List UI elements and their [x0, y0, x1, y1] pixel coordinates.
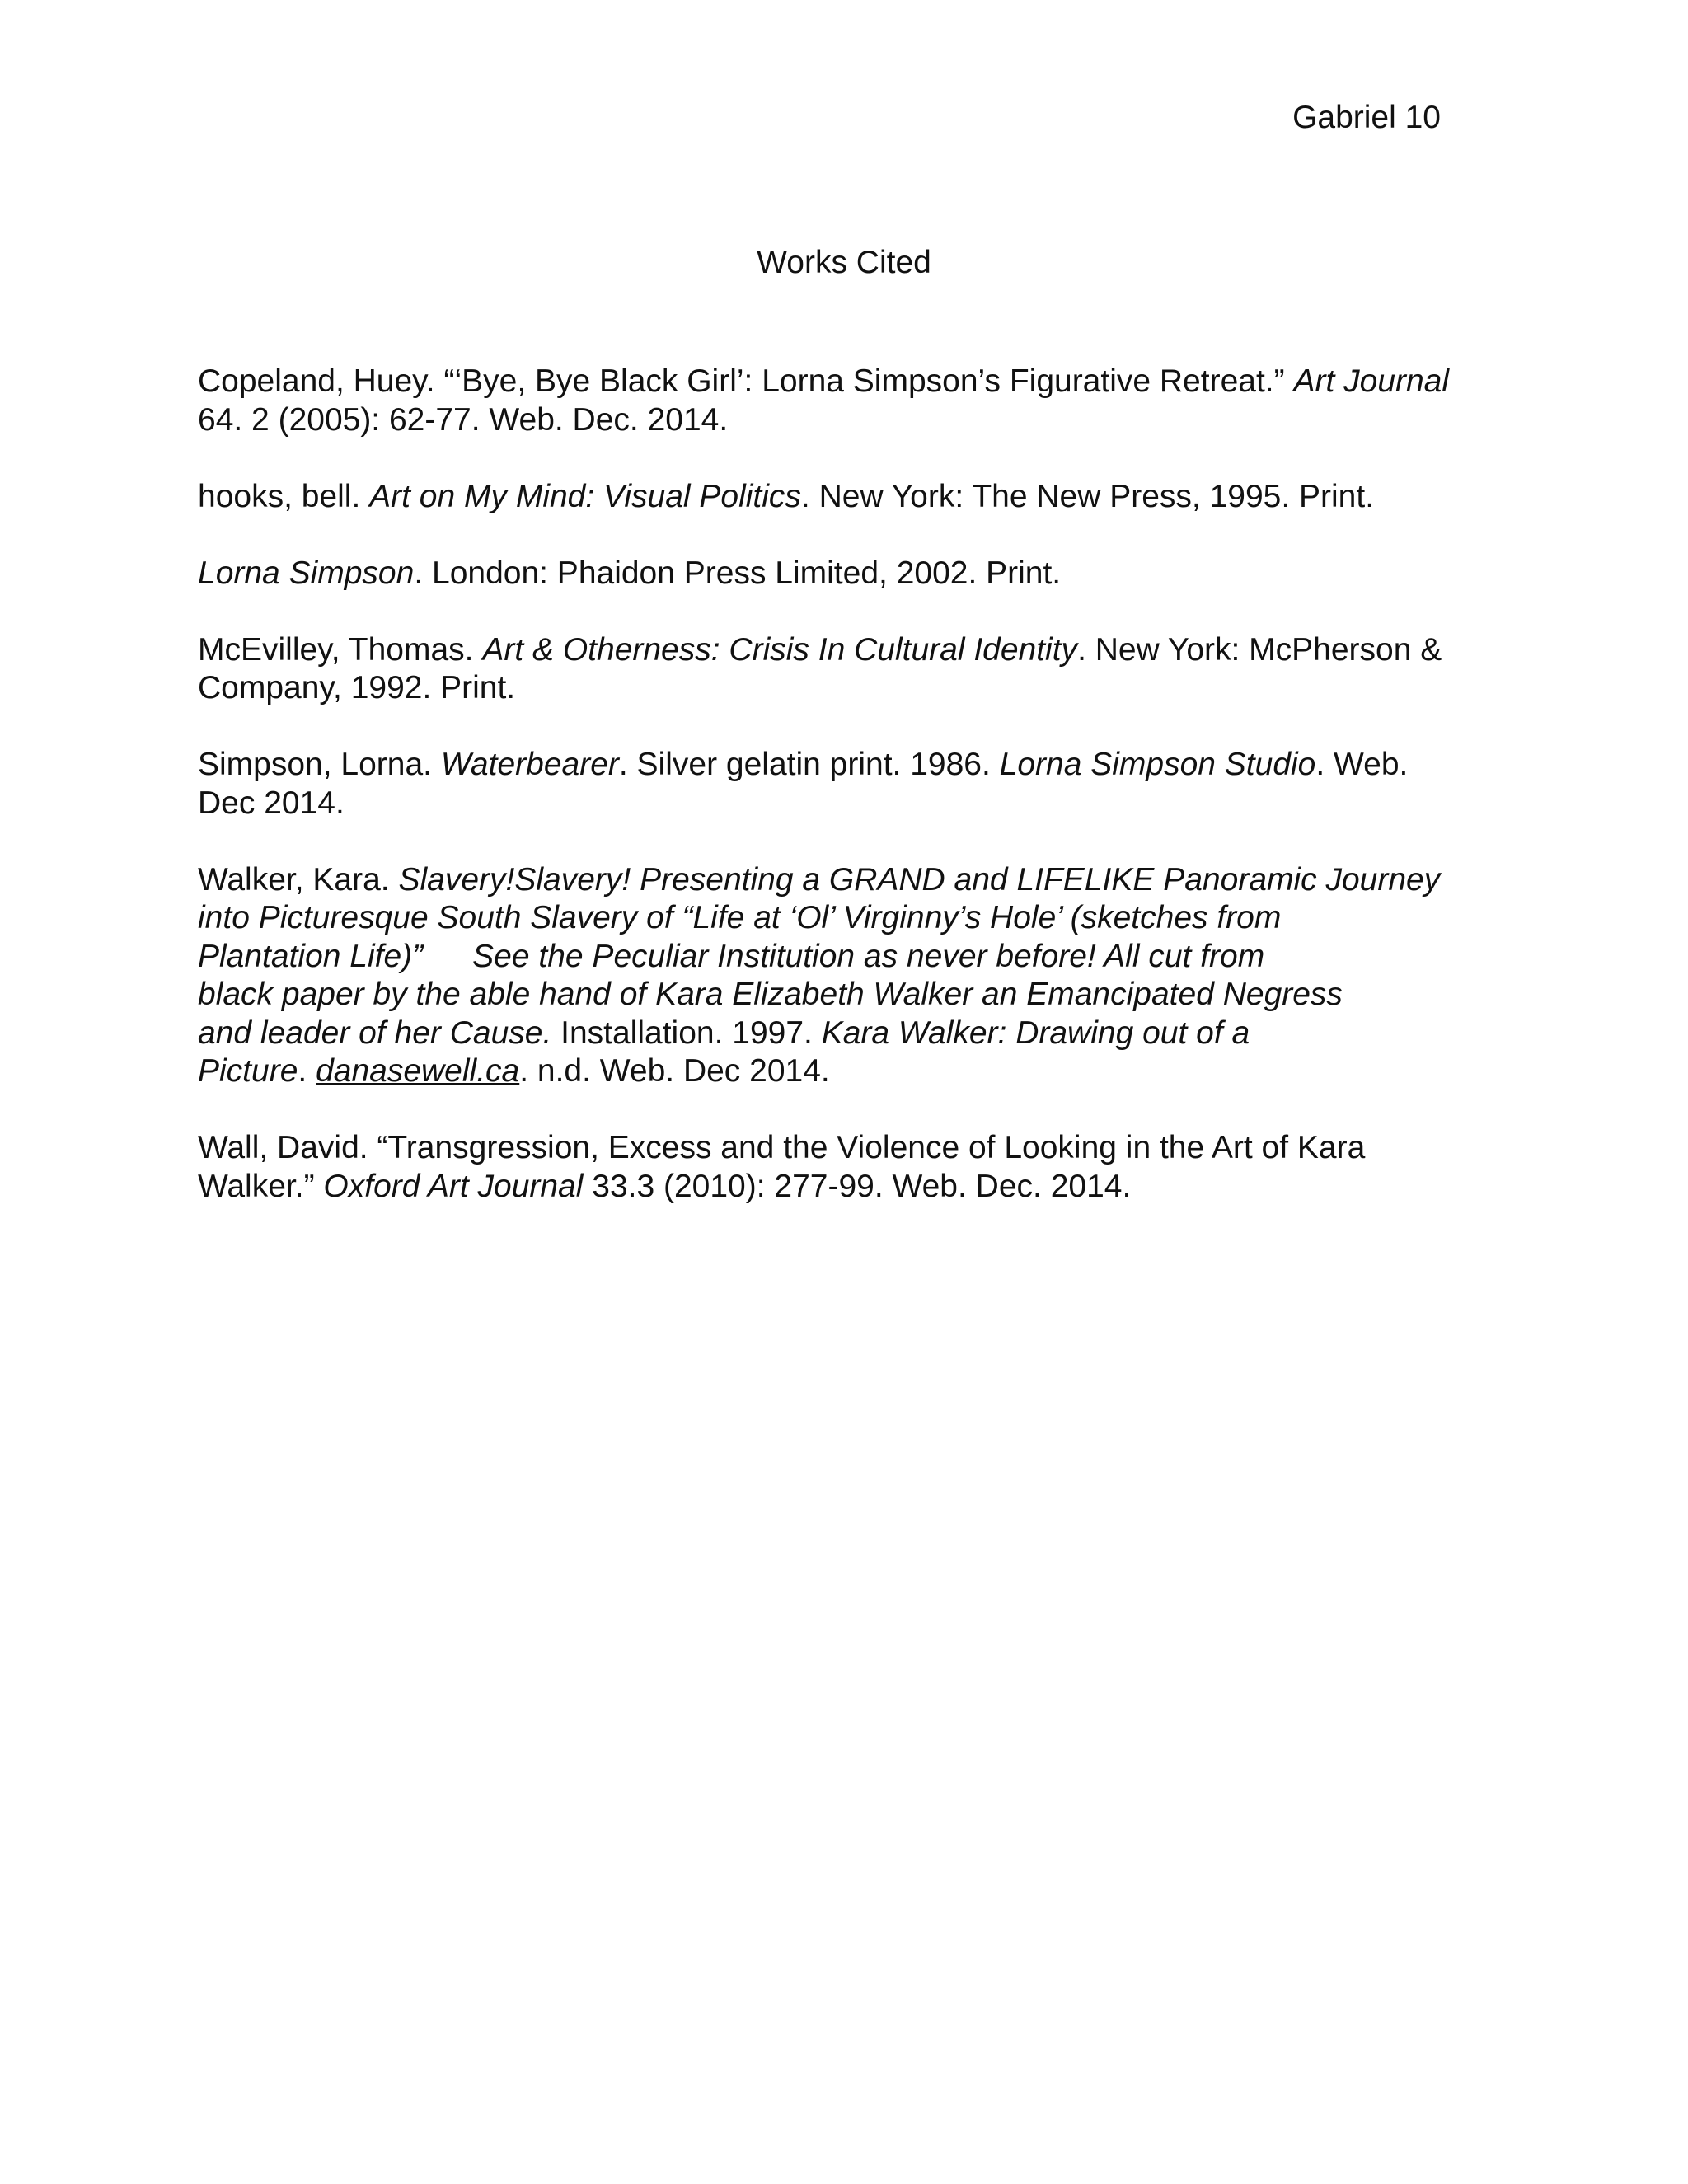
- citation-lorna-simpson: [198, 555, 1500, 593]
- citation-source-title: Art Journal: [1293, 363, 1450, 399]
- citation-source-title: Picture: [198, 1053, 298, 1089]
- citation-source-title: Lorna Simpson: [198, 555, 415, 591]
- citation-source-title: Lorna Simpson Studio: [999, 747, 1316, 782]
- citation-line: [198, 861, 1500, 900]
- citation-text: Dec 2014.: [198, 785, 345, 821]
- citation-copeland: [198, 363, 1500, 439]
- citation-line: [198, 938, 1500, 977]
- citation-source-title: See the Peculiar Institution as never before! All cut from: [472, 938, 1265, 974]
- citation-source-title: black paper by the able hand of Kara Elizabeth Walker an Emancipated Negress: [198, 977, 1343, 1012]
- citation-text: . Web.: [1315, 747, 1409, 782]
- citation-text: . New York: The New Press, 1995. Print.: [800, 478, 1375, 514]
- citation-text: McEvilley, Thomas.: [198, 631, 483, 668]
- citation-text: . London: Phaidon Press Limited, 2002. Print.: [414, 555, 1062, 591]
- citation-text: . Silver gelatin print. 1986.: [618, 747, 1000, 782]
- citation-text: Installation. 1997.: [551, 1015, 822, 1051]
- citation-line: [198, 555, 1500, 593]
- citation-hooks: [198, 478, 1500, 517]
- page-title: Works Cited: [757, 245, 931, 280]
- citation-text: Simpson, Lorna.: [198, 747, 441, 782]
- citation-walker: [198, 861, 1500, 1091]
- citation-text: . New York: McPherson &: [1077, 631, 1442, 668]
- citation-line: [198, 631, 1500, 670]
- citation-text: Copeland, Huey. “‘Bye, Bye Black Girl’: Lorna Simpson’s Figurative Retreat.”: [198, 363, 1294, 399]
- citation-source-title: Plantation Life)”: [198, 938, 424, 974]
- citation-text: . n.d. Web. Dec 2014.: [519, 1053, 830, 1089]
- citation-line: [198, 669, 1500, 708]
- citation-source-title: Kara Walker: Drawing out of a: [821, 1015, 1250, 1051]
- citation-line: [198, 1129, 1500, 1168]
- citation-source-title: Oxford Art Journal: [323, 1168, 584, 1204]
- citation-text: Company, 1992. Print.: [198, 670, 516, 705]
- citation-source-title: Waterbearer: [440, 747, 619, 782]
- citation-line: [198, 976, 1500, 1015]
- citation-text: Wall, David. “Transgression, Excess and the Violence of Looking in the Art of Kara: [198, 1130, 1366, 1165]
- citation-line: [198, 1015, 1500, 1053]
- citation-line: [198, 363, 1500, 401]
- citation-text: 64. 2 (2005): 62-77. Web. Dec. 2014.: [198, 401, 729, 438]
- citation-mcevilley: [198, 631, 1500, 708]
- citation-source-title: into Picturesque South Slavery of “Life at ‘Ol’ Virginny’s Hole’ (sketches from: [198, 900, 1282, 935]
- citation-wall: [198, 1129, 1500, 1206]
- citation-source-title: Art & Otherness: Crisis In Cultural Identity: [482, 631, 1078, 668]
- citation-text: Walker, Kara.: [198, 861, 399, 898]
- citation-line: [198, 899, 1500, 938]
- citation-line: [198, 1052, 1500, 1091]
- citation-line: [198, 1168, 1500, 1207]
- citation-text: .: [298, 1053, 316, 1089]
- citation-source-title: Slavery!Slavery! Presenting a GRAND and LIFELIKE Panoramic Journey: [398, 861, 1441, 898]
- citation-text: Walker.”: [198, 1168, 324, 1204]
- page-header: Gabriel 10: [1292, 100, 1441, 135]
- citation-line: [198, 746, 1500, 785]
- citation-line: [198, 478, 1500, 517]
- citation-text: hooks, bell.: [198, 478, 370, 514]
- citation-text: 33.3 (2010): 277-99. Web. Dec. 2014.: [583, 1168, 1132, 1204]
- citation-line: [198, 401, 1500, 440]
- citation-source-title: Art on My Mind: Visual Politics: [369, 478, 801, 514]
- citation-line: [198, 785, 1500, 823]
- works-cited-list: [198, 363, 1500, 1244]
- website-link[interactable]: danasewell.ca: [316, 1053, 520, 1089]
- citation-simpson: [198, 746, 1500, 823]
- citation-source-title: and leader of her Cause.: [198, 1015, 552, 1051]
